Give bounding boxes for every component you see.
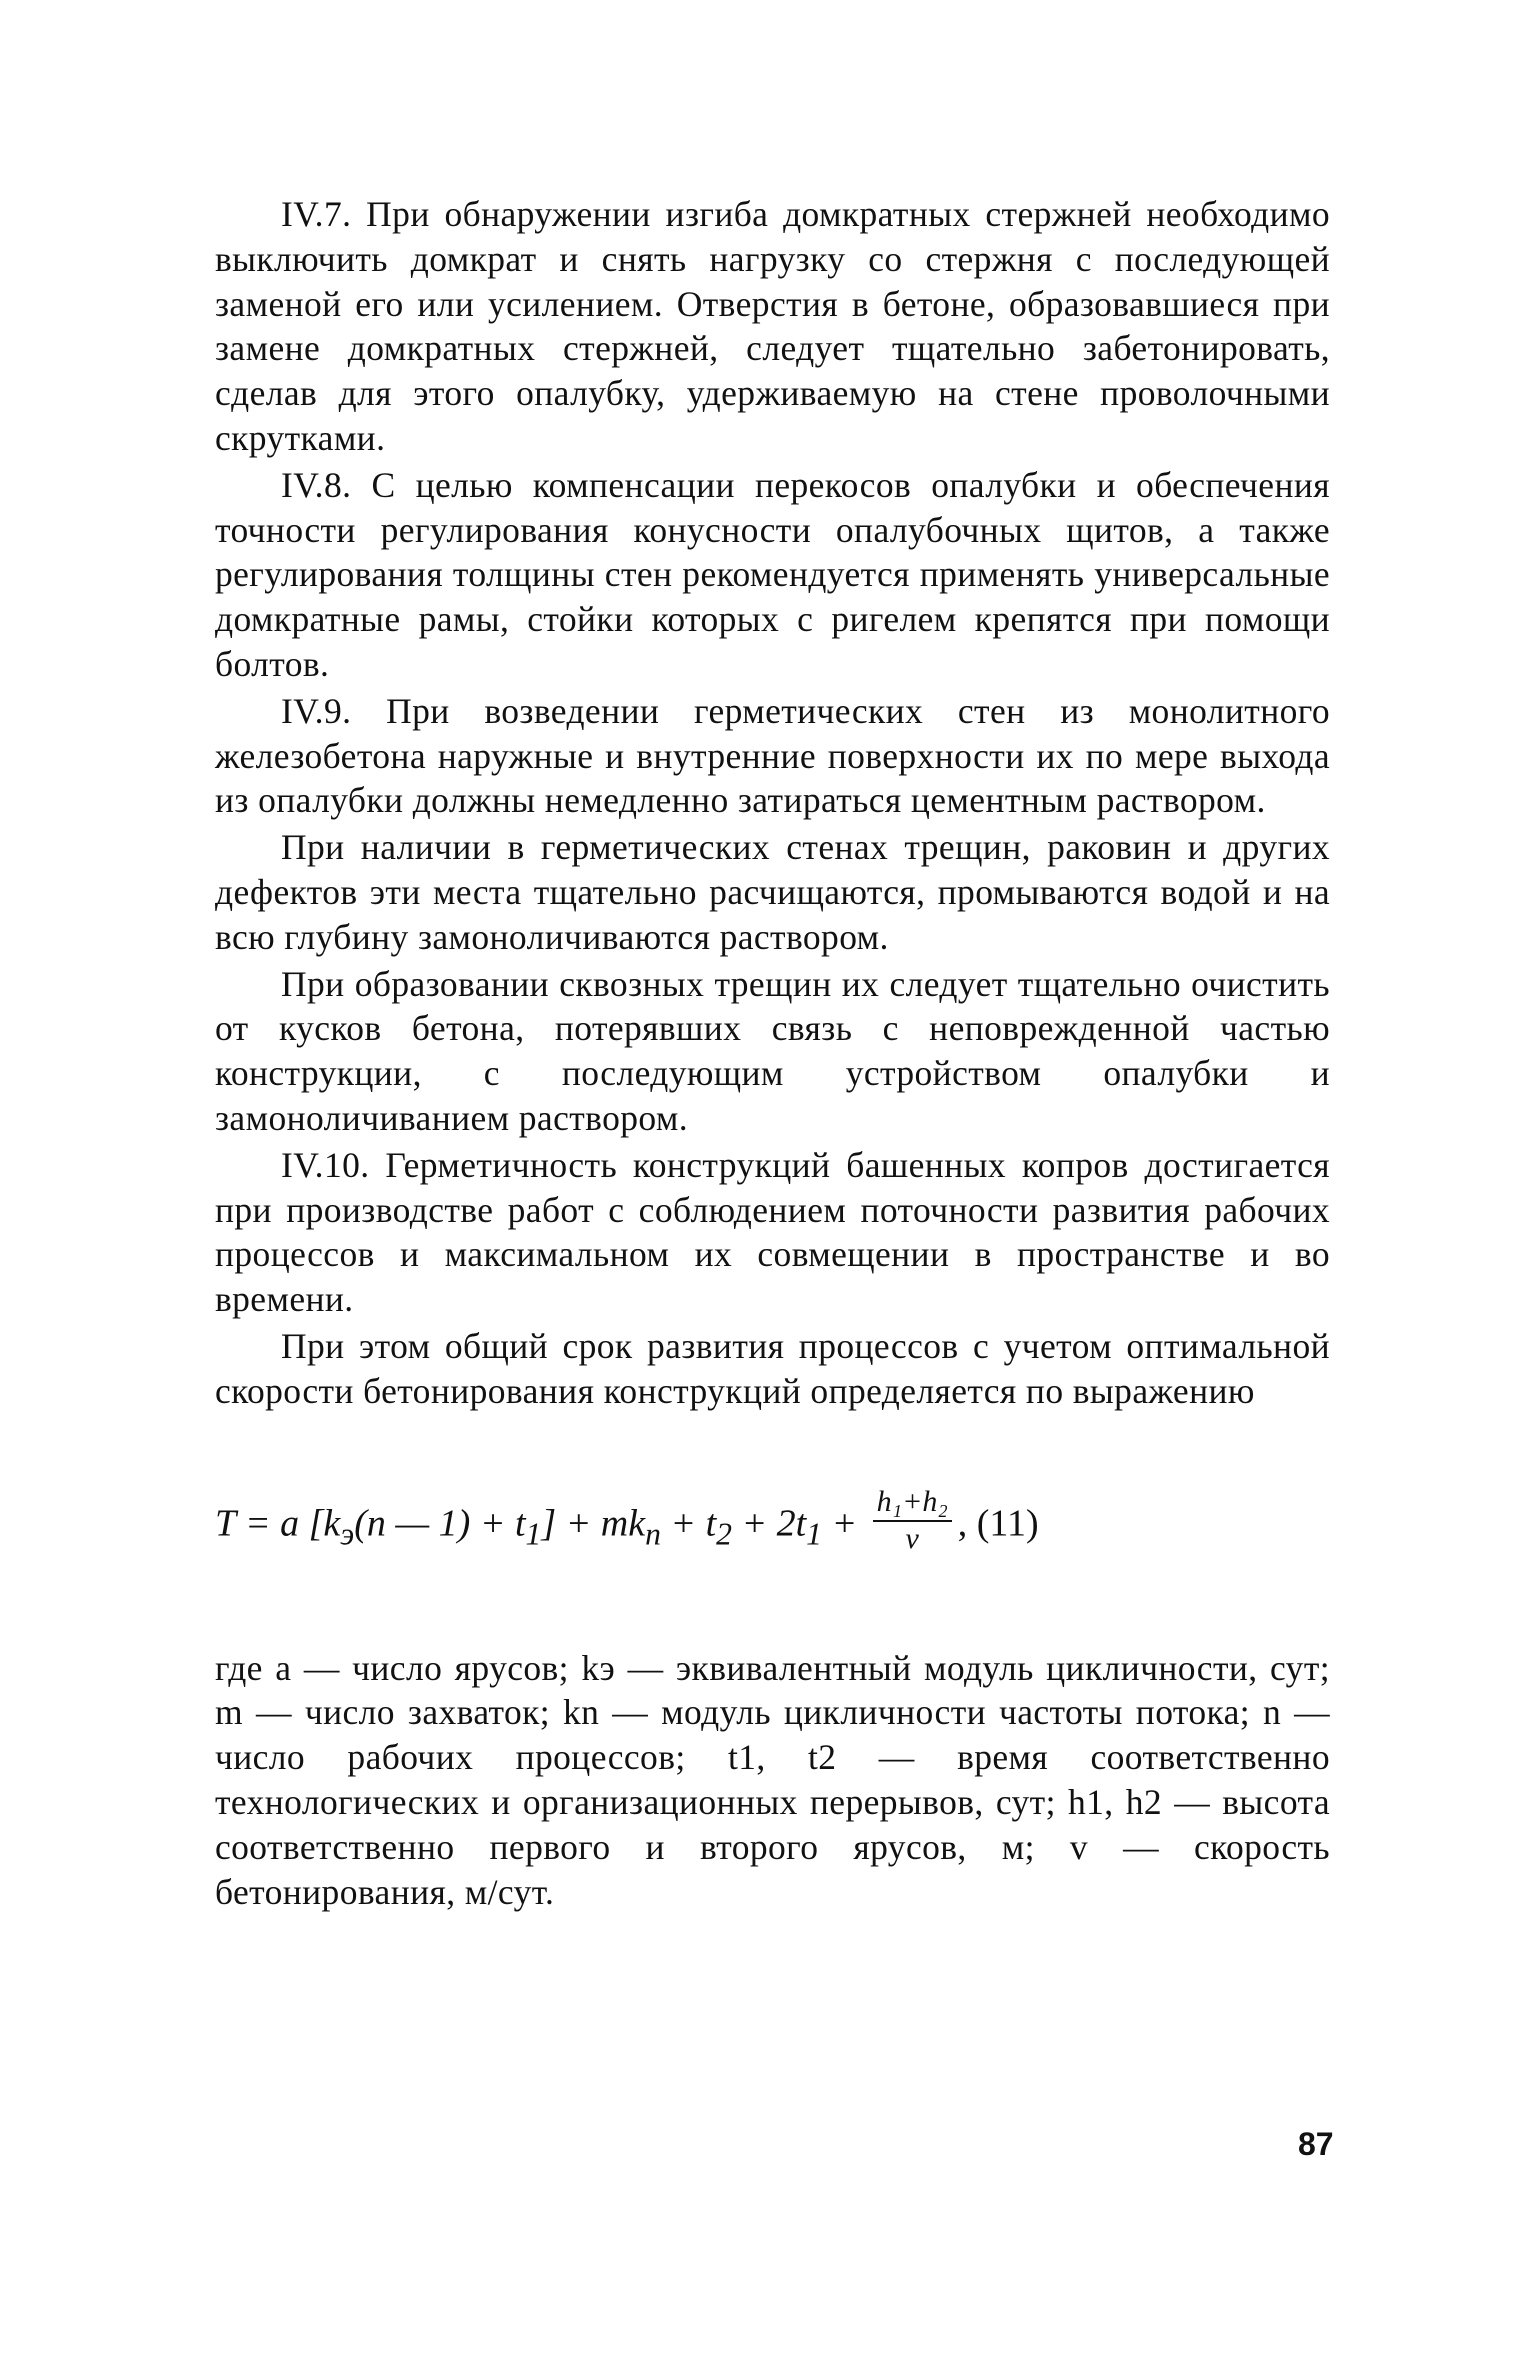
formula-t1b-sub: 1: [806, 1515, 822, 1551]
formula-part5: + 2t: [731, 1502, 807, 1545]
paragraph-iv9: IV.9. При возведении герметических стен из монолитного железобетона наружные и внутренние поверхности их по мере выхода из опалубки должны немедленно затираться цементным раствором.: [215, 690, 1330, 821]
paragraph-iv8: IV.8. С целью компенсации перекосов опалубки и обеспечения точности регулирования конусности опалубочных щитов, а также регулирования толщины стен рекомендуется применять универсальные домкратные рамы, стойки которых с ригелем крепятся при помощи болтов.: [215, 464, 1330, 684]
page-number: 87: [1298, 2126, 1334, 2162]
formula-expression: [215, 1484, 1039, 1562]
fraction-denominator: v: [905, 1521, 919, 1555]
formula-legend: где a — число ярусов; kэ — эквивалентный модуль цикличности, сут; m — число захваток; kn — модуль цикличности частоты потока; n — число рабочих процессов; t1, t2 — время соответственно технологических и организационных перерывов, сут; h1, h2 — высота соответственно первого и второго ярусов, м; v — скорость бетонирования, м/сут.: [215, 1647, 1330, 1912]
page-body: [215, 192, 1330, 1950]
formula-ke-sub: э: [340, 1515, 355, 1551]
formula-t1-sub: 1: [525, 1515, 542, 1551]
formula-part2: (n — 1) + t: [354, 1502, 526, 1545]
paragraph-iv10: IV.10. Герметичность конструкций башенных копров достигается при производстве работ с соблюдением поточности развития рабочих процессов и максимальном их совмещении в пространстве и во времени.: [215, 1144, 1330, 1320]
formula-part3: ] + mk: [541, 1502, 646, 1545]
formula-part6: +: [821, 1502, 867, 1545]
paragraph-total-term: При этом общий срок развития процессов с учетом оптимальной скорости бетонирования конструкций определяется по выражению: [215, 1325, 1330, 1411]
formula-t2-sub: 2: [716, 1515, 732, 1551]
formula-kn-sub: n: [645, 1515, 661, 1551]
formula-lhs: T = a [k: [215, 1502, 341, 1545]
paragraph-cracks: При наличии в герметических стенах трещин, раковин и других дефектов эти места тщательно расчищаются, промываются водой и на всю глубину замоноличиваются раствором.: [215, 827, 1330, 957]
formula-part4: + t: [660, 1502, 717, 1545]
paragraph-iv7: IV.7. При обнаружении изгиба домкратных стержней необходимо выключить домкрат и снять нагрузку со стержня с последующей заменой его или усилением. Отверстия в бетоне, образовавшиеся при замене домкратных стержней, следует тщательно забетонировать, сделав для этого опалубку, удерживаемую на стене проволочными скрутками.: [215, 194, 1330, 458]
formula-11: [215, 1452, 1330, 1602]
fraction-numerator: h₁+h₂: [873, 1486, 952, 1522]
paragraph-through-cracks: При образовании сквозных трещин их следует тщательно очистить от кусков бетона, потерявших связь с неповрежденной частью конструкции, с последующим устройством опалубки и замоноличиванием раствором.: [215, 963, 1330, 1138]
formula-number: , (11): [957, 1502, 1039, 1545]
formula-fraction: [873, 1486, 952, 1556]
